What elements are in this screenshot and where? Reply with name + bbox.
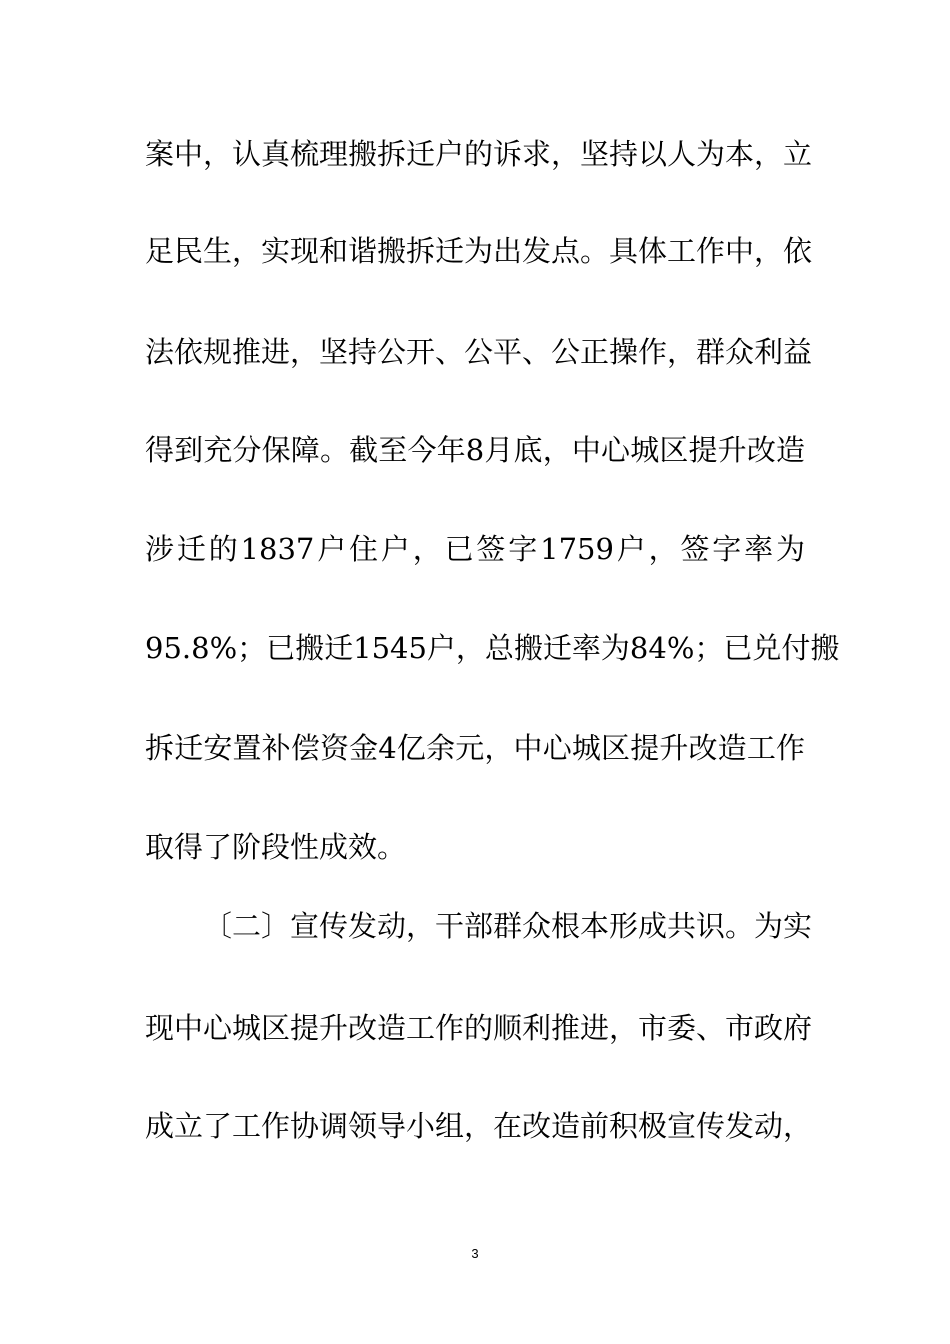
body-text-line: 现中心城区提升改造工作的顺利推进，市委、市政府 xyxy=(145,1011,813,1045)
body-text-line: 取得了阶段性成效。 xyxy=(145,830,407,864)
page-number: 3 xyxy=(471,1246,479,1261)
body-text-line: 拆迁安置补偿资金4亿余元，中心城区提升改造工作 xyxy=(145,731,805,765)
section-heading-line: 〔二〕宣传发动，干部群众根本形成共识。为实 xyxy=(203,909,813,943)
body-text-line: 得到充分保障。截至今年8月底，中心城区提升改造 xyxy=(145,433,805,467)
body-text-line: 95.8%；已搬迁1545户，总搬迁率为84%；已兑付搬 xyxy=(145,631,840,665)
body-text-line: 案中，认真梳理搬拆迁户的诉求，坚持以人为本，立 xyxy=(145,137,813,171)
body-text-line: 法依规推进，坚持公开、公平、公正操作，群众利益 xyxy=(145,335,813,369)
body-text-line: 涉迁的1837户住户，已签字1759户，签字率为 xyxy=(145,532,805,566)
body-text-line: 成立了工作协调领导小组，在改造前积极宣传发动， xyxy=(145,1109,813,1143)
body-text-line: 足民生，实现和谐搬拆迁为出发点。具体工作中，依 xyxy=(145,234,813,268)
